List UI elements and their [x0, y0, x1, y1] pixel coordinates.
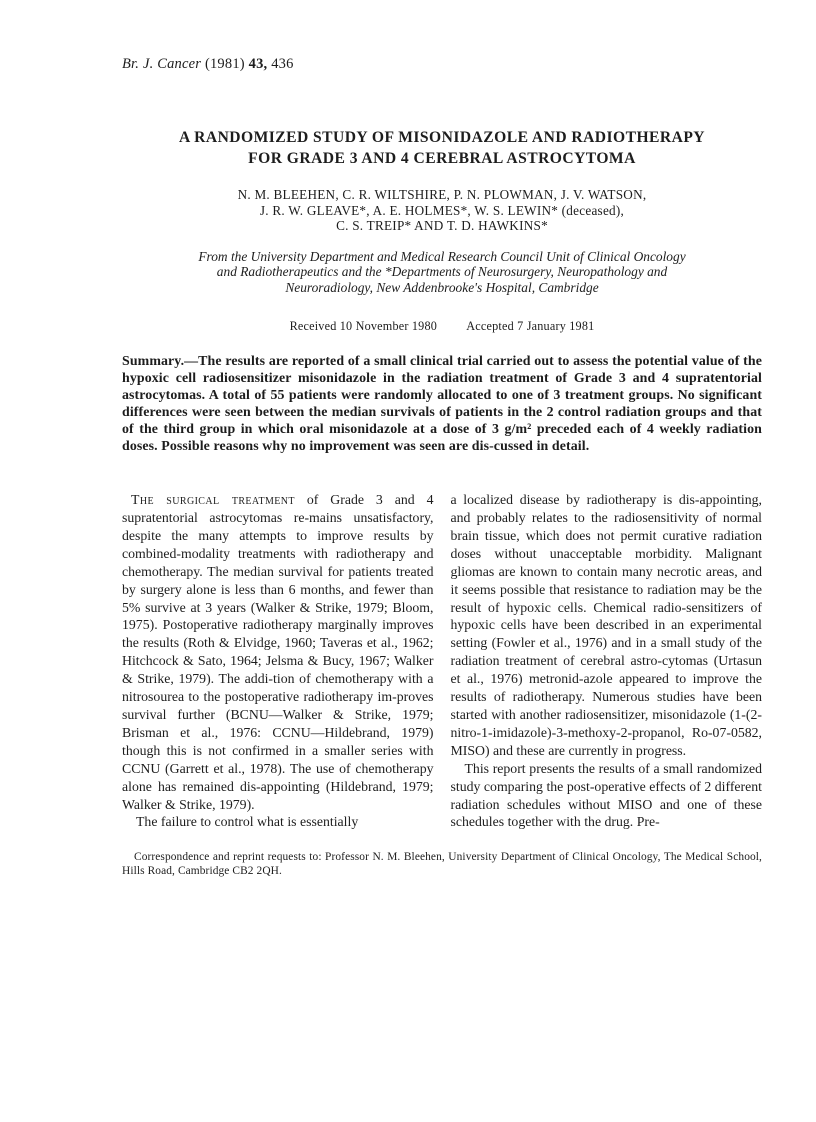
summary-text: The results are reported of a small clinical trial carried out to assess the potential value of the hypoxic cell radiosensitizer misonidazole in the radiation treatment of Grade 3 and 4 supratentorial astrocytomas. A total of 55 patients were randomly allocated to one of 3 treatment groups. No significant differences were seen between the median survivals of patients in the 2 control radiation groups and that of the third group in which oral misonidazole at a dose of 3 g/m² preceded each of 4 weekly radiation doses. Possible reasons why no improvement was seen are dis-cussed in detail.: [122, 353, 762, 455]
author-list: [122, 187, 762, 234]
authors-line-3: C. S. TREIP* AND T. D. HAWKINS*: [336, 218, 548, 234]
article-body: [122, 491, 762, 831]
paragraph: a localized disease by radiotherapy is dis-appointing, and probably relates to the radiosensitivity of normal brain tissue, which does not permit curative radiation doses without unacceptable morbidity. Malignant gliomas are known to contain many necrotic areas, and it seems possible that resistance to radiation may be the result of hypoxic cells. Chemical radio-sensitizers of hypoxic cells have been described in an experimental setting (Fowler et al., 1976) and in a small study of the radiation treatment of cerebral astro-cytomas (Urtasun et al., 1976) metronid-azole appeared to improve the results of radiotherapy. Numerous studies have been started with another radiosensitizer, misonidazole (1-(2-nitro-1-imidazole)-3-methoxy-2-propanol, Ro-07-0582, MISO) and these are currently in progress.: [450, 492, 762, 758]
title-line-1: A RANDOMIZED STUDY OF MISONIDAZOLE AND RADIOTHERAPY: [178, 129, 706, 146]
affiliation-line-2: and Radiotherapeutics and the *Departments of Neurosurgery, Neuropathology and: [216, 264, 668, 280]
page-number: 436: [271, 56, 294, 72]
title-line-2: FOR GRADE 3 AND 4 CEREBRAL ASTROCYTOMA: [248, 150, 636, 167]
right-column: [451, 491, 763, 831]
journal-citation: [122, 56, 762, 73]
summary-label: Summary.—: [122, 353, 199, 369]
volume-number: 43,: [248, 56, 268, 72]
lead-smallcaps: The surgical treatment: [131, 492, 295, 508]
paragraph: The failure to control what is essentially: [136, 814, 359, 830]
affiliation: [122, 249, 762, 296]
correspondence-note: Correspondence and reprint requests to: Professor N. M. Bleehen, University Department of Clinical Oncology, The Medical School, Hills Road, Cambridge CB2 2QH.: [122, 851, 762, 878]
authors-line-2: J. R. W. GLEAVE*, A. E. HOLMES*, W. S. LEWIN* (deceased),: [259, 202, 625, 218]
paragraph-text: of Grade 3 and 4 supratentorial astrocytomas re-mains unsatisfactory, despite the many attempts to improve results by combined-modality treatments with radiotherapy and chemotherapy. The median survival for patients treated by surgery alone is less than 6 months, and fewer than 5% survive at 3 years (Walker & Strike, 1979; Bloom, 1975). Postoperative radiotherapy marginally improves the results (Roth & Elvidge, 1960; Taveras et al., 1962; Hitchcock & Sato, 1964; Jelsma & Bucy, 1967; Walker & Strike, 1979). The addi-tion of chemotherapy with a nitrosourea to the postoperative radiotherapy im-proves survival further (BCNU—Walker & Strike, 1979; Brisman et al., 1976: CCNU—Hildebrand, 1979) though this is not confirmed in a smaller series with CCNU (Garrett et al., 1978). The use of chemotherapy alone has remained dis-appointing (Hildebrand, 1979; Walker & Strike, 1979).: [122, 492, 434, 812]
article-title: [122, 127, 762, 169]
citation-year: (1981): [204, 56, 245, 72]
journal-name: Br. J. Cancer: [122, 56, 202, 72]
paragraph: [122, 491, 434, 813]
accepted-date: Accepted 7 January 1981: [466, 318, 595, 333]
left-column: [122, 491, 434, 831]
authors-line-1: N. M. BLEEHEN, C. R. WILTSHIRE, P. N. PLOWMAN, J. V. WATSON,: [237, 187, 647, 202]
affiliation-line-1: From the University Department and Medical Research Council Unit of Clinical Oncology: [198, 248, 686, 264]
abstract-summary: [122, 353, 762, 456]
affiliation-line-3: Neuroradiology, New Addenbrooke's Hospital, Cambridge: [285, 279, 599, 295]
received-date: Received 10 November 1980: [289, 318, 438, 333]
paragraph: This report presents the results of a small randomized study comparing the post-operative effects of 2 different radiation schedules without MISO and one of these schedules together with the drug. Pre-: [450, 760, 762, 830]
received-accepted-line: [122, 319, 762, 334]
